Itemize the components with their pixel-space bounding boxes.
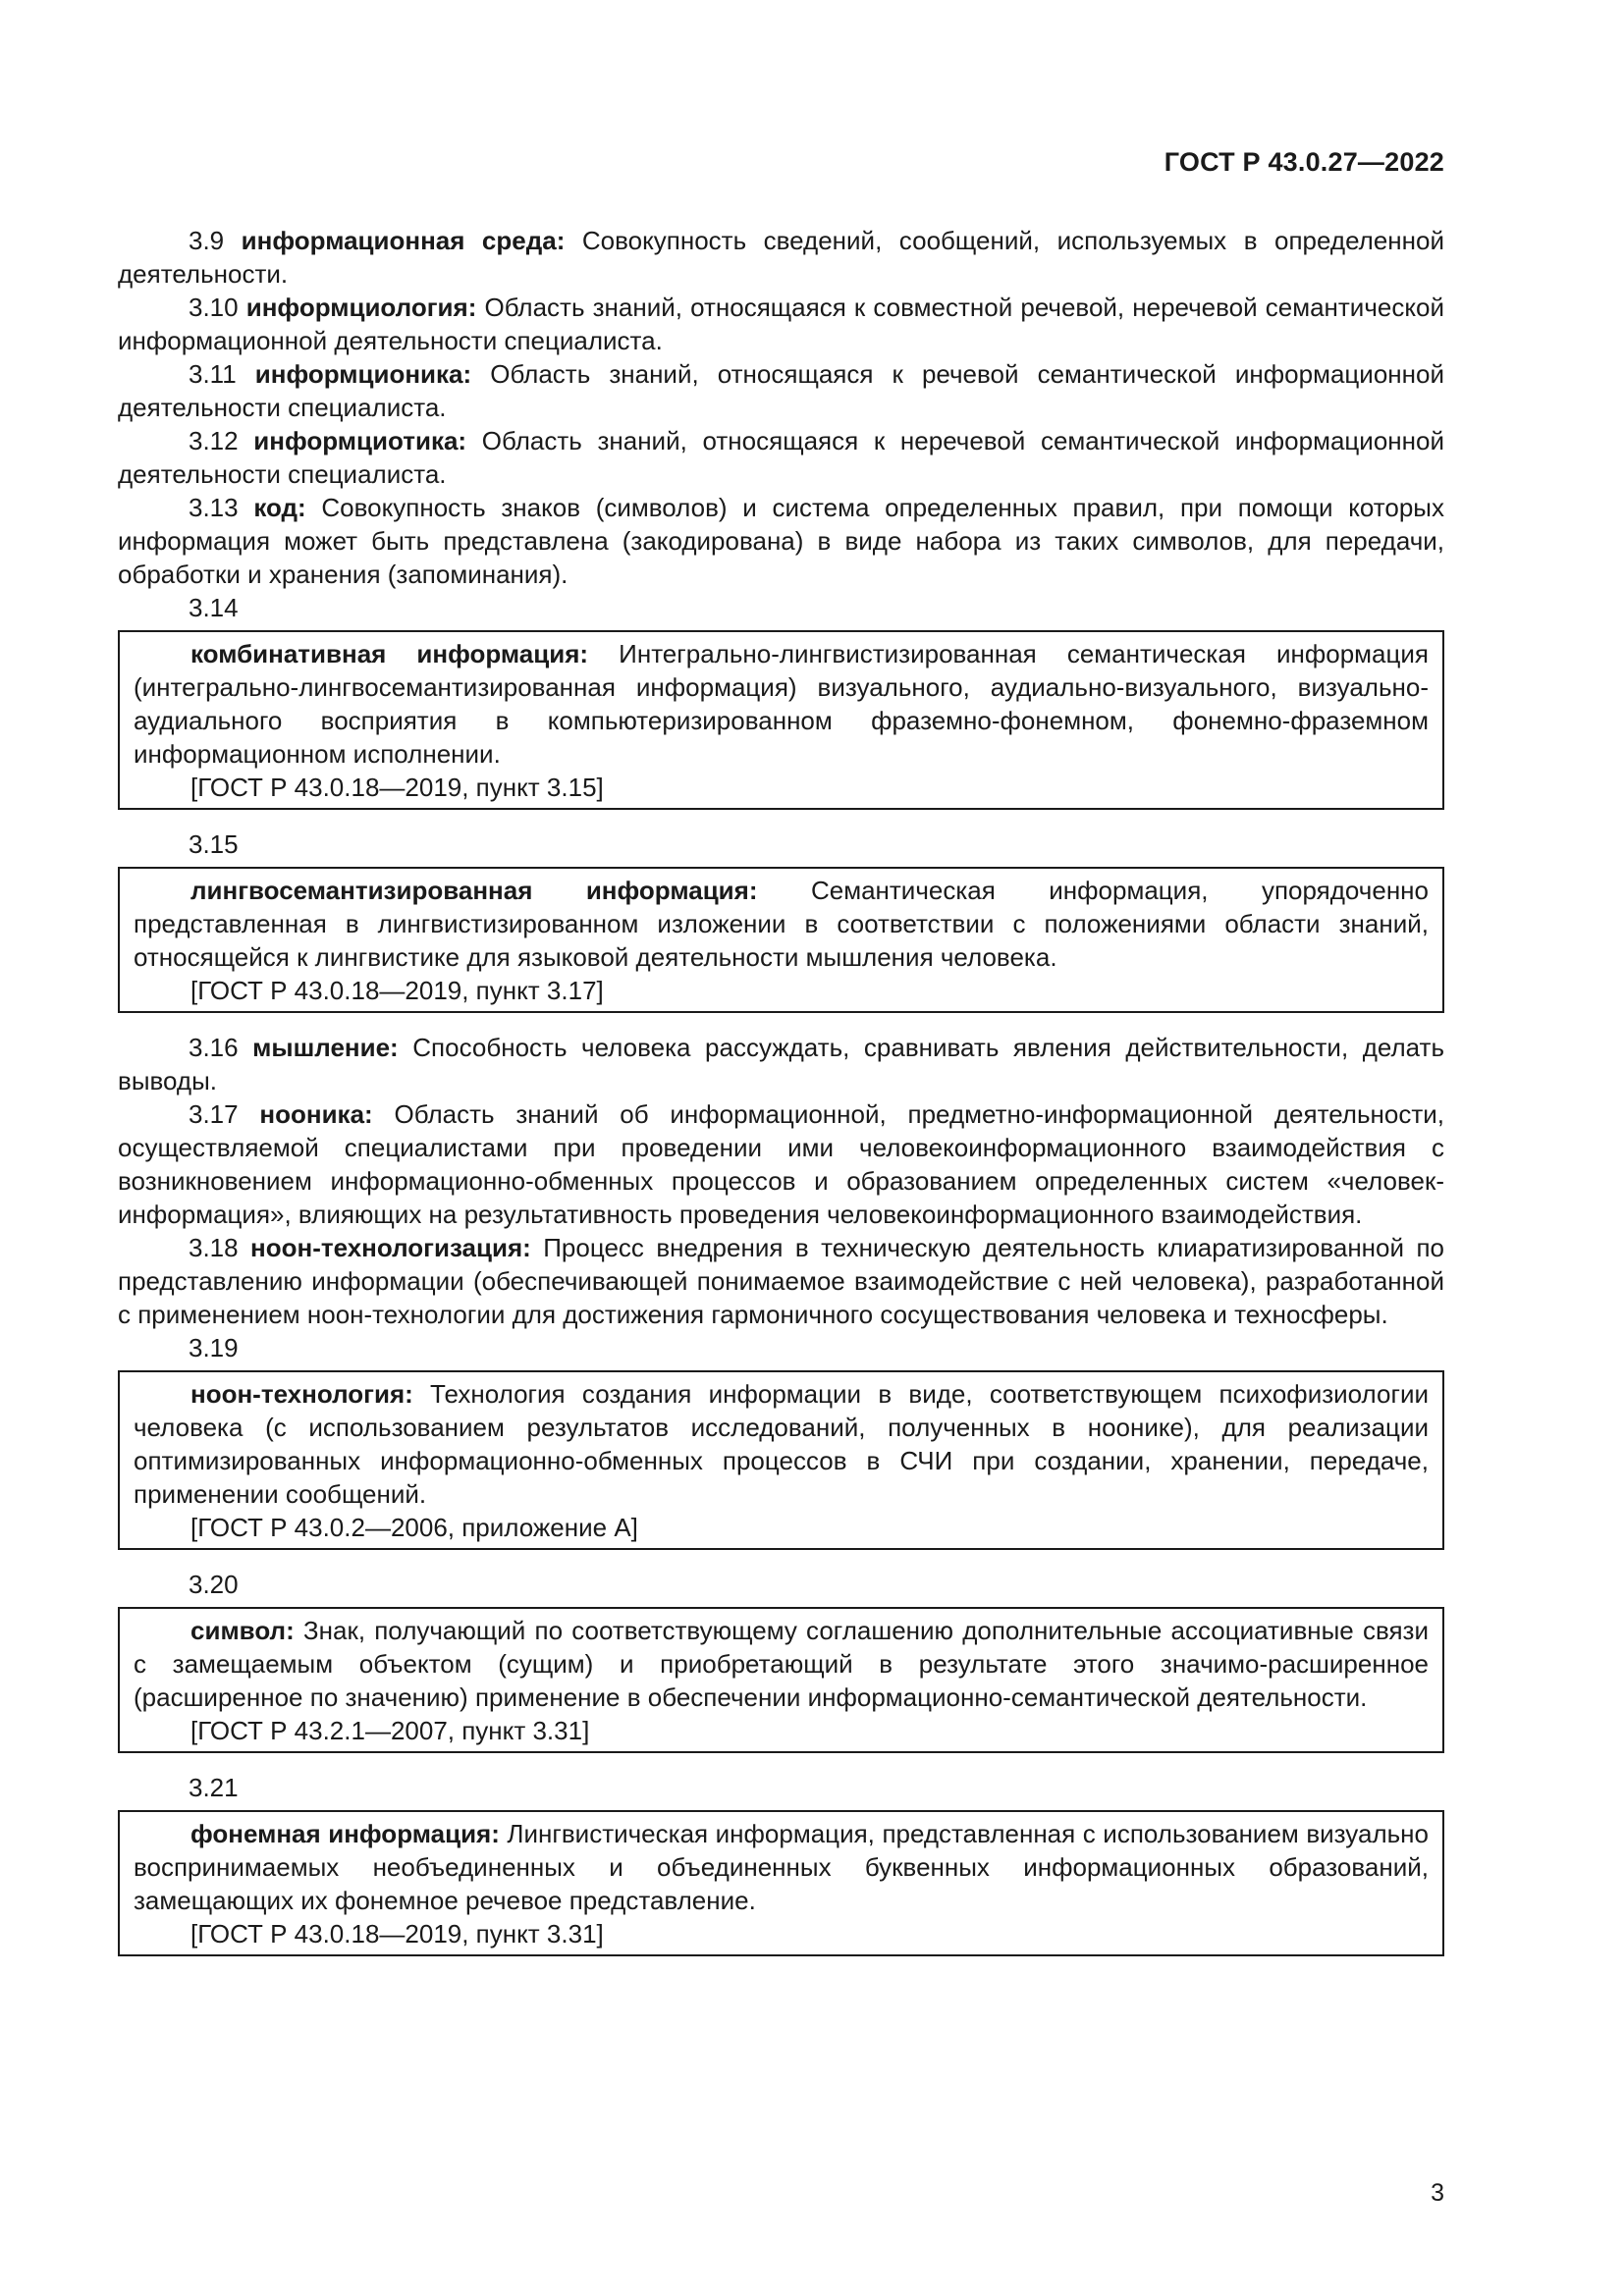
term-number-3-20: 3.20	[189, 1570, 239, 1599]
term-number-3-19: 3.19	[189, 1333, 239, 1362]
term-entry-3-16	[118, 1031, 1444, 1097]
term-entry-3-15	[134, 874, 1429, 974]
term-name: нооника:	[259, 1099, 373, 1129]
term-number: 3.16	[189, 1033, 239, 1062]
term-name: лингвосемантизированная информация:	[190, 876, 758, 905]
term-entry-3-11	[118, 357, 1444, 424]
term-definition: Совокупность знаков (символов) и система определенных правил, при помощи которых информация может быть представлена (закодирована) в виде набора из таких символов, для передачи, обработки и хранения (запоминания).	[118, 493, 1444, 589]
term-definition: Область знаний, относящаяся к речевой семантической информационной деятельности специалиста.	[118, 359, 1444, 422]
source-reference: [ГОСТ Р 43.0.18—2019, пункт 3.31]	[190, 1919, 604, 1949]
term-name: информциотика:	[253, 426, 467, 455]
term-definition: Совокупность сведений, сообщений, используемых в определенной деятельности.	[118, 226, 1445, 289]
term-number-3-21: 3.21	[189, 1773, 239, 1802]
term-definition: Область знаний, относящаяся к совместной речевой, неречевой семантической информационной деятельности специалиста.	[118, 293, 1444, 355]
source-reference: [ГОСТ Р 43.0.2—2006, приложение А]	[190, 1513, 638, 1542]
standard-header: ГОСТ Р 43.0.27—2022	[1164, 147, 1444, 177]
term-entry-3-12	[118, 424, 1444, 491]
term-entry-3-19	[134, 1377, 1429, 1511]
term-entry-3-10	[118, 291, 1444, 357]
term-definition: Лингвистическая информация, представленная с использованием визуально воспринимаемых необъединенных и объединенных буквенных информационных образований, замещающих их фонемное речевое представление.	[134, 1819, 1429, 1915]
term-entry-3-13	[118, 491, 1444, 591]
term-number: 3.18	[189, 1233, 239, 1262]
term-number: 3.11	[189, 359, 237, 389]
quoted-term-box-3-14	[118, 630, 1444, 810]
term-definition: Семантическая информация, упорядоченно представленная в лингвистизированном изложении в соответствии с положениями области знаний, относящейся к лингвистике для языковой деятельности мышления человека.	[134, 876, 1429, 972]
term-number: 3.12	[189, 426, 239, 455]
page-number: 3	[1431, 2179, 1444, 2207]
quoted-term-box-3-20	[118, 1607, 1444, 1753]
term-number: 3.13	[189, 493, 239, 522]
term-name: информционика:	[254, 359, 472, 389]
term-definition: Область знаний, относящаяся к неречевой семантической информационной деятельности специалиста.	[118, 426, 1444, 489]
source-reference: [ГОСТ Р 43.0.18—2019, пункт 3.15]	[190, 773, 604, 802]
source-reference: [ГОСТ Р 43.2.1—2007, пункт 3.31]	[190, 1716, 590, 1745]
term-definition: Область знаний об информационной, предметно-информационной деятельности, осуществляемой специалистами при проведении ими человекоинформационного взаимодействия с возникновением информационно-обменных процессов и образованием определенных систем «человек-информация», влияющих на результативность проведения человекоинформационного взаимодействия.	[118, 1099, 1444, 1229]
term-entry-3-17	[118, 1097, 1444, 1231]
term-entry-3-18	[118, 1231, 1444, 1331]
term-number-3-14: 3.14	[189, 593, 239, 622]
quoted-term-box-3-21	[118, 1810, 1444, 1956]
terms-section	[118, 224, 1444, 1974]
term-definition: Технология создания информации в виде, соответствующем психофизиологии человека (с использованием результатов исследований, полученных в ноонике), для реализации оптимизированных информационно-обменных процессов в СЧИ при создании, хранении, передаче, применении сообщений.	[134, 1379, 1429, 1509]
quoted-term-box-3-15	[118, 867, 1444, 1013]
source-reference: [ГОСТ Р 43.0.18—2019, пункт 3.17]	[190, 976, 604, 1005]
term-name: информциология:	[245, 293, 477, 322]
term-definition: Знак, получающий по соответствующему соглашению дополнительные ассоциативные связи с замещаемым объектом (сущим) и приобретающий в результате этого значимо-расширенное (расширенное по значению) применение в обеспечении информационно-семантической деятельности.	[134, 1616, 1429, 1712]
quoted-term-box-3-19	[118, 1370, 1444, 1550]
term-number: 3.17	[189, 1099, 239, 1129]
term-definition: Интегрально-лингвистизированная семантическая информация (интегрально-лингвосемантизированная информация) визуального, аудиально-визуального, визуально-аудиального восприятия в компьютеризированном фраземно-фонемном, фонемно-фраземном информационном исполнении.	[134, 639, 1429, 769]
term-name: ноон-технологизация:	[250, 1233, 531, 1262]
term-definition: Процесс внедрения в техническую деятельность клиаратизированной по представлению информации (обеспечивающей понимаемое взаимодействие с ней человека), разработанной с применением ноон-технологии для достижения гармоничного сосуществования человека и техносферы.	[118, 1233, 1444, 1329]
term-number: 3.9	[189, 226, 225, 255]
term-name: ноон-технология:	[190, 1379, 413, 1409]
term-entry-3-14	[134, 637, 1429, 771]
term-number: 3.10	[189, 293, 239, 322]
term-entry-3-20	[134, 1614, 1429, 1714]
term-number-3-15: 3.15	[189, 829, 239, 859]
term-name: код:	[253, 493, 306, 522]
term-name: информационная среда:	[241, 226, 566, 255]
term-name: мышление:	[252, 1033, 399, 1062]
term-name: фонемная информация:	[190, 1819, 500, 1848]
term-name: комбинативная информация:	[190, 639, 589, 668]
term-entry-3-21	[134, 1817, 1429, 1917]
term-definition: Способность человека рассуждать, сравнивать явления действительности, делать выводы.	[118, 1033, 1444, 1095]
term-name: символ:	[190, 1616, 295, 1645]
term-entry-3-9	[118, 224, 1444, 291]
